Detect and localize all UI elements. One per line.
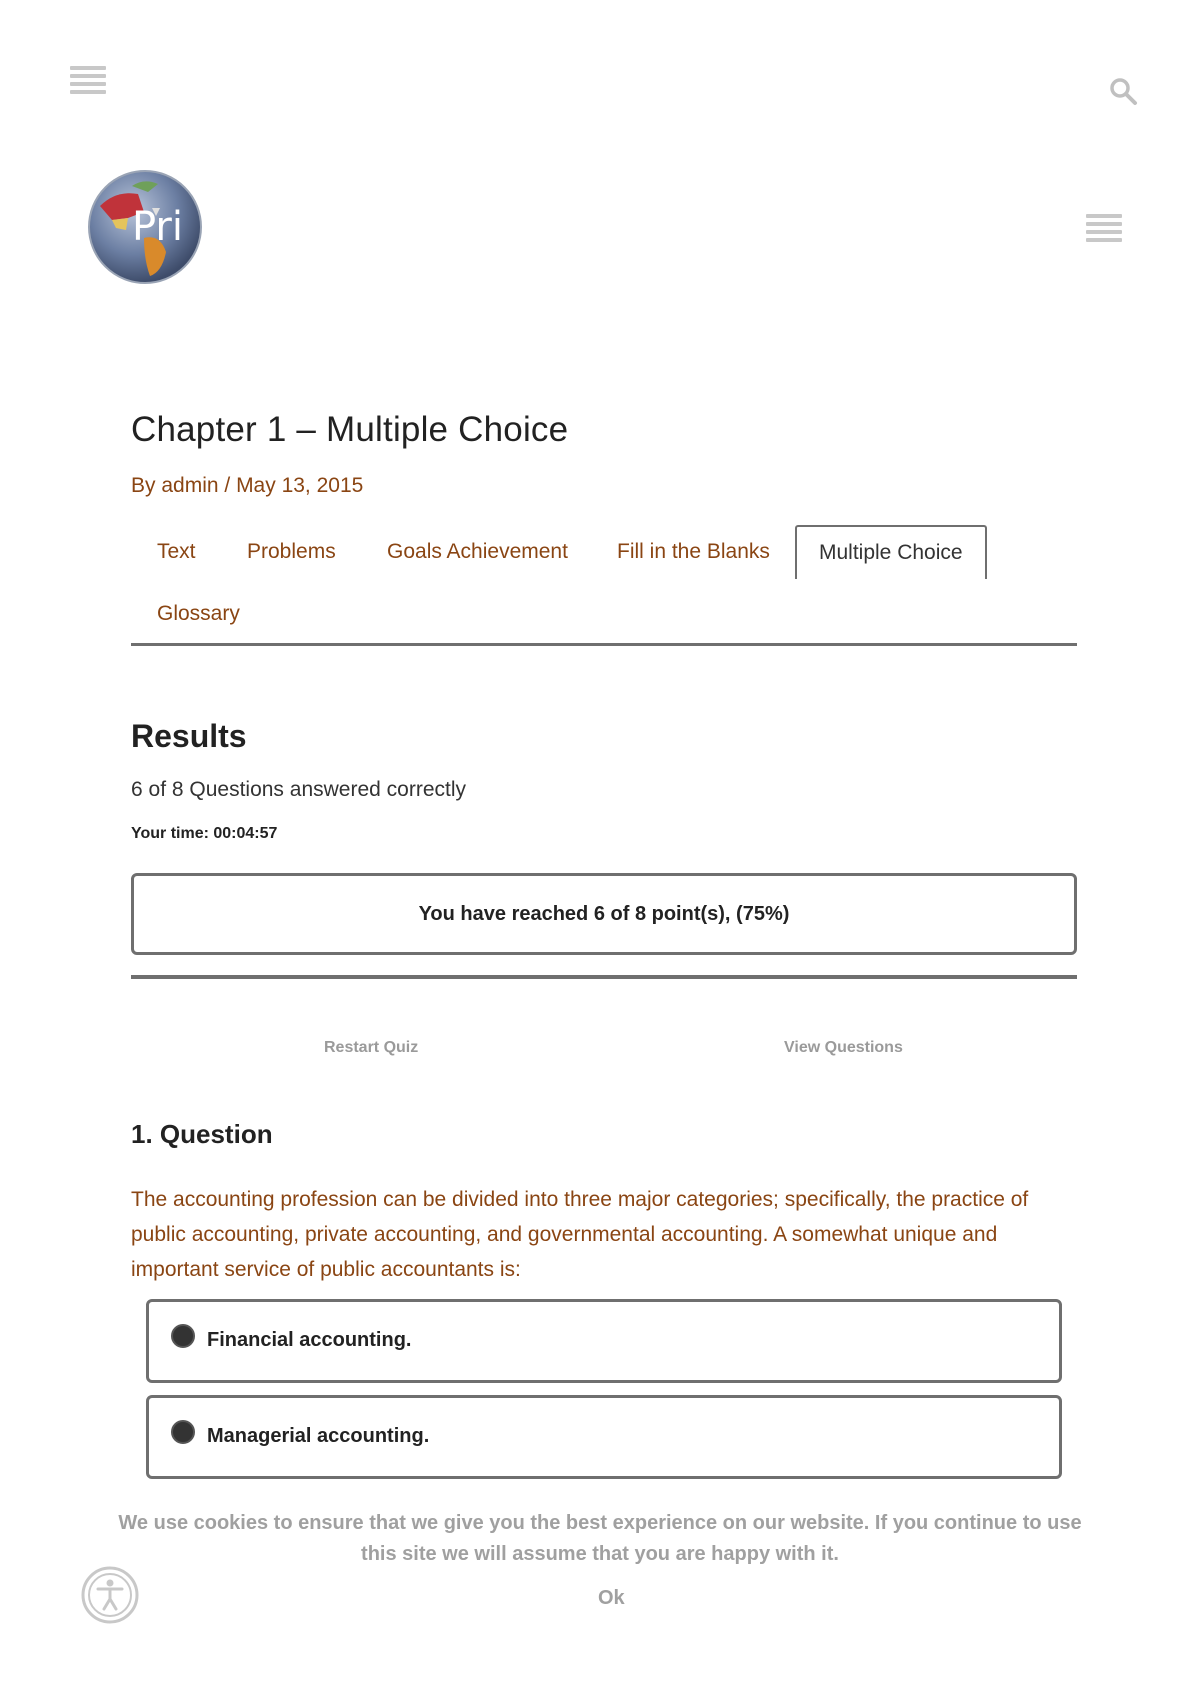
points-text: You have reached 6 of 8 point(s), (75%) <box>418 902 790 925</box>
tab-multiple-choice[interactable]: Multiple Choice <box>795 525 987 579</box>
byline-separator: / <box>218 474 237 497</box>
tabs-divider <box>131 643 1077 646</box>
page-title: Chapter 1 – Multiple Choice <box>131 410 569 449</box>
tab-fill-in-the-blanks[interactable]: Fill in the Blanks <box>617 540 770 563</box>
byline <box>131 474 363 498</box>
site-logo[interactable] <box>86 168 204 286</box>
accessibility-icon[interactable] <box>80 1565 140 1625</box>
tab-bar <box>131 523 1077 647</box>
secondary-menu-icon[interactable] <box>1086 214 1122 254</box>
radio-icon[interactable] <box>171 1420 195 1444</box>
results-divider <box>131 975 1077 979</box>
answer-label: Managerial accounting. <box>207 1425 430 1447</box>
view-questions-button[interactable]: View Questions <box>784 1039 903 1056</box>
quiz-time: Your time: 00:04:57 <box>131 825 278 842</box>
tab-text[interactable]: Text <box>157 540 196 563</box>
results-summary: 6 of 8 Questions answered correctly <box>131 778 466 801</box>
cookie-notice-text: We use cookies to ensure that we give you the best experience on our website. If you continue to use this site we will assume that you are happy with it. <box>118 1512 1082 1565</box>
radio-icon[interactable] <box>171 1324 195 1348</box>
author-link[interactable]: admin <box>161 474 219 497</box>
answer-label: Financial accounting. <box>207 1329 412 1351</box>
question-heading: 1. Question <box>131 1119 273 1149</box>
search-icon[interactable] <box>1108 76 1138 106</box>
post-date: May 13, 2015 <box>236 474 364 497</box>
menu-toggle-icon[interactable] <box>70 66 106 106</box>
answer-option[interactable] <box>146 1395 1062 1479</box>
answer-option[interactable] <box>146 1299 1062 1383</box>
tab-problems[interactable]: Problems <box>247 540 336 563</box>
tab-glossary[interactable]: Glossary <box>157 602 240 625</box>
results-heading: Results <box>131 718 247 754</box>
points-box <box>131 873 1077 955</box>
question-text: The accounting profession can be divided into three major categories; specifically, the practice of public accounting, private accounting, and governmental accounting. A somewhat unique and important service of public accountants is: <box>131 1188 1029 1281</box>
logo-text: Pri <box>132 204 183 250</box>
restart-quiz-button[interactable]: Restart Quiz <box>324 1039 419 1056</box>
tab-goals-achievement[interactable]: Goals Achievement <box>387 540 568 563</box>
byline-prefix: By <box>131 474 162 497</box>
cookie-ok-button[interactable]: Ok <box>598 1587 625 1609</box>
